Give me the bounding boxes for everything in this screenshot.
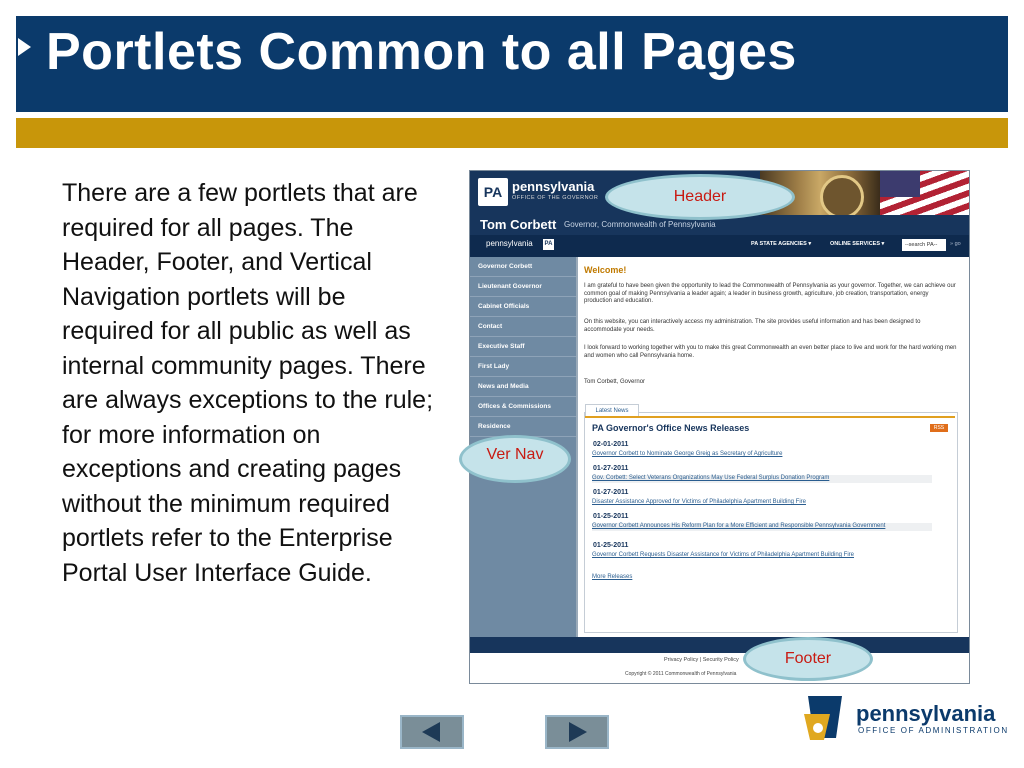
left-triangle-icon — [402, 717, 462, 747]
callout-vertical-nav: Ver Nav — [459, 435, 571, 483]
welcome-signature: Tom Corbett, Governor — [584, 379, 646, 385]
logo-subtitle: OFFICE OF ADMINISTRATION — [858, 726, 1009, 735]
sidebar-item-cabinet-officials[interactable]: Cabinet Officials — [470, 297, 576, 317]
rss-icon[interactable]: RSS — [930, 424, 948, 432]
small-pa-logo-icon: PA — [543, 239, 554, 250]
keystone-logo-icon — [800, 692, 850, 742]
sidebar-item-first-lady[interactable]: First Lady — [470, 357, 576, 377]
small-brand[interactable]: pennsylvania — [486, 239, 533, 248]
sidebar-item-residence[interactable]: Residence — [470, 417, 576, 437]
next-slide-button[interactable] — [545, 715, 609, 749]
news-tab-underline — [585, 416, 955, 418]
flag-canton-image — [880, 171, 920, 197]
search-go-button[interactable]: » go — [950, 241, 961, 247]
news-date: 01-27-2011 — [593, 465, 629, 472]
news-date: 02-01-2011 — [593, 441, 629, 448]
slide-body-text: There are a few portlets that are required for all pages. The Header, Footer, and Vertical Navigation portlets will be required for all public as well as internal community pages. There are always exceptions to the rule; for more information on exceptions and creating pages without the minimum required portlets refer to the Enterprise Portal User Interface Guide. — [62, 179, 434, 587]
sidebar-item-contact[interactable]: Contact — [470, 317, 576, 337]
logo-wordmark: pennsylvania — [856, 701, 996, 726]
news-link[interactable]: Gov. Corbett: Select Veterans Organizations May Use Federal Surplus Donation Program — [592, 475, 932, 483]
news-portlet-title: PA Governor's Office News Releases — [592, 423, 750, 433]
sidebar-item-news-and-media[interactable]: News and Media — [470, 377, 576, 397]
brand-word: pennsylvania — [512, 179, 595, 194]
online-services-menu[interactable]: ONLINE SERVICES ▾ — [830, 241, 885, 247]
sidebar-item-executive-staff[interactable]: Executive Staff — [470, 337, 576, 357]
welcome-paragraph-2: On this website, you can interactively access my administration. The site provides useful information and has been designed to accommodate your needs. — [584, 319, 921, 333]
news-date: 01-27-2011 — [593, 489, 629, 496]
governor-name: Tom Corbett — [480, 217, 557, 232]
welcome-heading: Welcome! — [584, 265, 627, 275]
sidebar-item-governor-corbett[interactable]: Governor Corbett — [470, 257, 576, 277]
accent-bar — [16, 118, 1008, 148]
more-releases-link[interactable]: More Releases — [592, 574, 633, 580]
news-date: 01-25-2011 — [593, 542, 629, 549]
news-link[interactable]: Governor Corbett Announces His Reform Plan for a More Efficient and Responsible Pennsylvania Government — [592, 523, 932, 531]
news-link[interactable]: Governor Corbett to Nominate George Greig as Secretary of Agriculture — [592, 451, 783, 457]
welcome-paragraph-3: I look forward to working together with you to make this great Commonwealth an even better place to live and work for the hard working men and women who call Pennsylvania home. — [584, 345, 957, 359]
callout-footer: Footer — [743, 637, 873, 681]
news-link[interactable]: Governor Corbett Requests Disaster Assistance for Victims of Philadelphia Apartment Building Fire — [592, 552, 855, 558]
search-input[interactable]: --search PA-- — [902, 239, 946, 251]
right-triangle-icon — [547, 717, 607, 747]
callout-header: Header — [605, 174, 795, 220]
dome-ornament-image — [820, 175, 864, 215]
slide-title: Portlets Common to all Pages — [46, 23, 797, 81]
state-agencies-menu[interactable]: PA STATE AGENCIES ▾ — [751, 241, 812, 247]
previous-slide-button[interactable] — [400, 715, 464, 749]
tab-latest-news[interactable]: Latest News — [585, 404, 639, 417]
news-link[interactable]: Disaster Assistance Approved for Victims of Philadelphia Apartment Building Fire — [592, 499, 806, 505]
main-content — [576, 257, 969, 637]
sidebar-item-offices-commissions[interactable]: Offices & Commissions — [470, 397, 576, 417]
news-date: 01-25-2011 — [593, 513, 629, 520]
portal-top-nav — [470, 235, 969, 257]
title-bar — [16, 16, 1008, 112]
footer-links[interactable]: Privacy Policy | Security Policy — [664, 657, 739, 663]
portal-screenshot — [469, 170, 970, 684]
welcome-paragraph-1: I am grateful to have been given the opportunity to lead the Commonwealth of Pennsylvania as your governor. Together, we can achieve our common goal of making Pennsylvania a leader again; a leader in business growth, agriculture, job creation, transportation, energy production and education. — [584, 283, 956, 305]
governor-title: Governor, Commonwealth of Pennsylvania — [564, 220, 716, 229]
pa-logo-icon: PA — [478, 178, 508, 206]
brand-subtitle: OFFICE OF THE GOVERNOR — [512, 195, 599, 201]
portal-footer-bar — [470, 637, 969, 653]
footer-copyright: Copyright © 2011 Commonwealth of Pennsylvania — [625, 671, 737, 677]
title-bullet-icon — [18, 38, 31, 56]
sidebar-item-lieutenant-governor[interactable]: Lieutenant Governor — [470, 277, 576, 297]
